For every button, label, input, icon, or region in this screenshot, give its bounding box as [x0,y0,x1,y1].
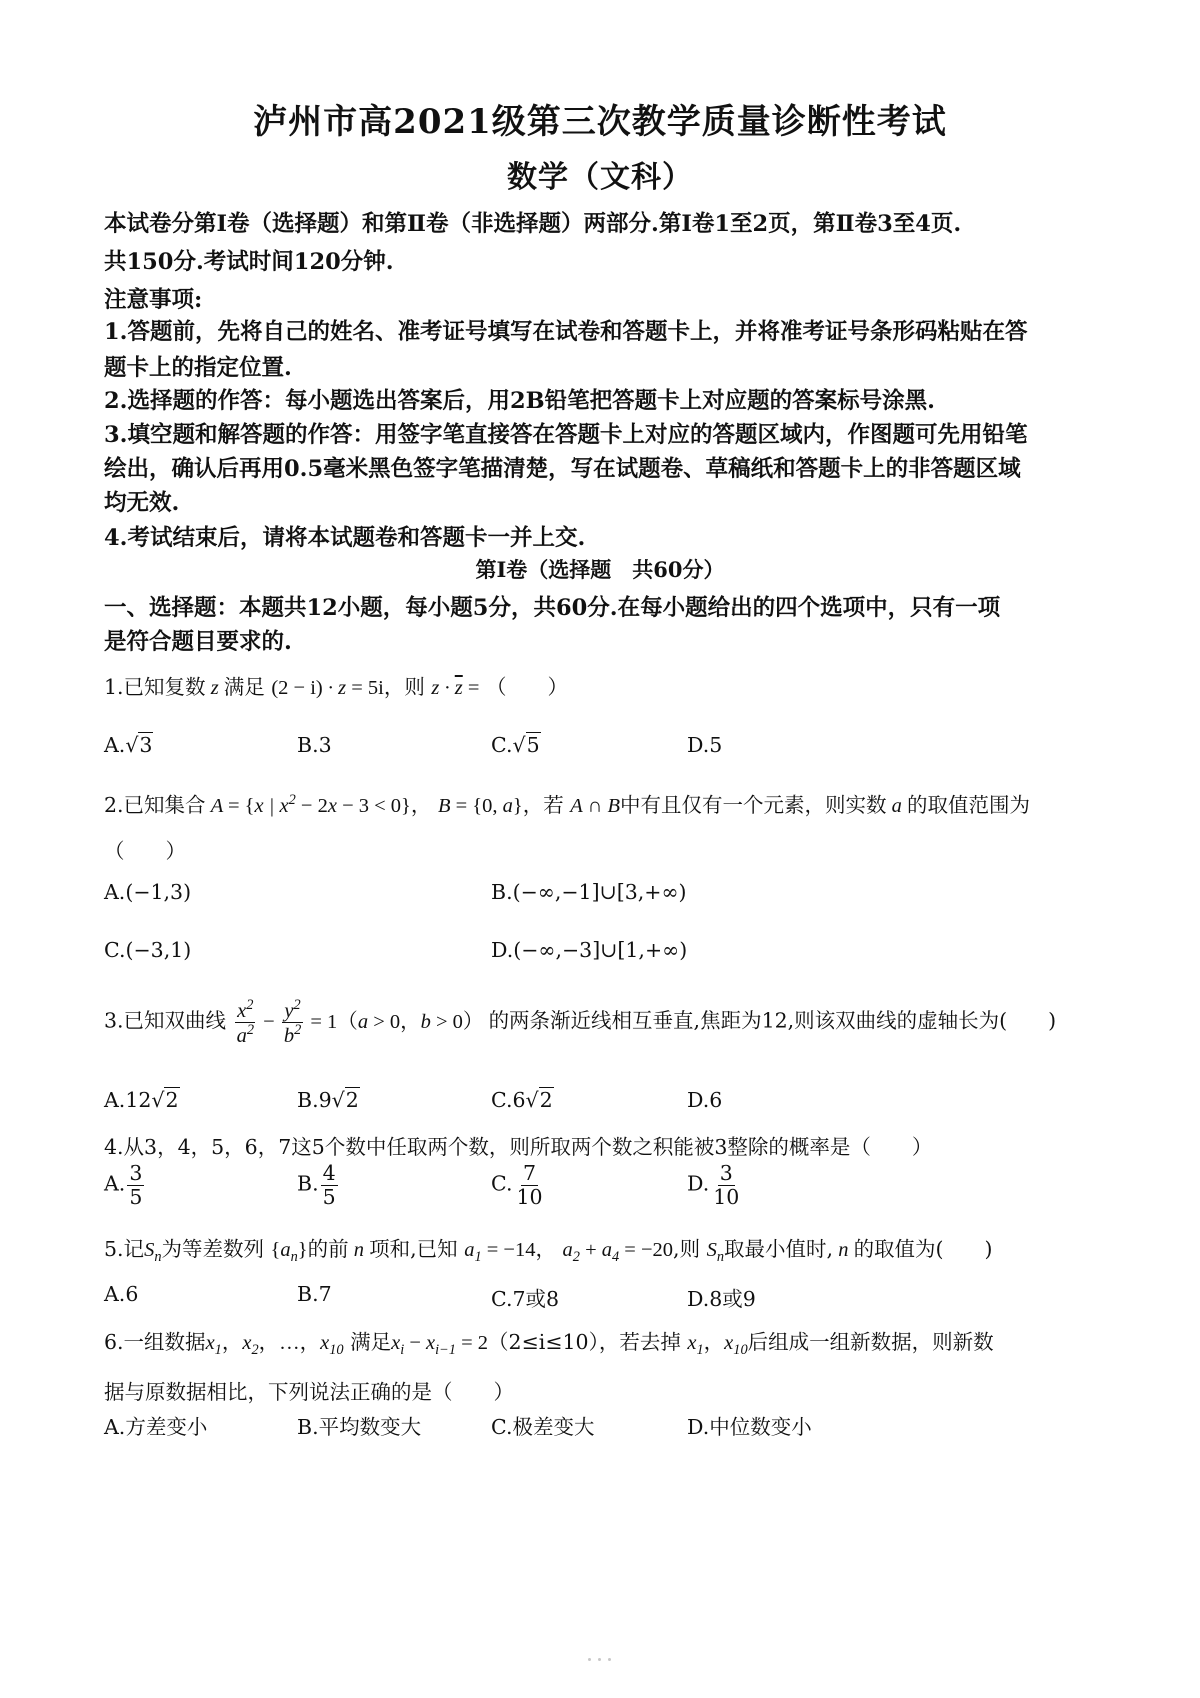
question-6-option-c[interactable]: C.极差变大 [491,1415,595,1439]
question-6-stem-line-2: 据与原数据相比，下列说法正确的是（ ） [104,1380,514,1404]
question-4-stem: 4.从3，4，5，6，7这5个数中任取两个数，则所取两个数之积能被3整除的概率是（ ） [104,1135,933,1159]
section-title: 第Ⅰ卷（选择题 共60分） [475,557,725,582]
question-3-option-a[interactable]: A.12√2 [104,1088,179,1112]
question-5-stem: 5.记$S_n$为等差数列 $\{a_n\}$的前 n 项和,已知 $a_1 = -14$， $a_2 + a_4 = -20$,则 $S_n$取最小值时, n 的取值为( ) [104,1237,993,1266]
question-5-option-c[interactable]: C.7或8 [491,1287,560,1311]
question-3-stem: 3.已知双曲线 $\frac{x^2}{a^2}$ − $\frac{y^2}{b^2}$ = 1（a > 0，b > 0） 的两条渐近线相互垂直,焦距为12,则该双曲线的虚轴长为( ) [104,997,1057,1048]
part-1-instruction-line-2: 是符合题目要求的. [104,629,292,655]
question-6-option-a[interactable]: A.方差变小 [104,1415,208,1439]
question-3-option-d[interactable]: D.6 [687,1088,723,1112]
exam-subtitle: 数学（文科） [507,160,693,195]
question-5-option-a[interactable]: A.6 [104,1282,139,1306]
question-4-option-b[interactable]: B. $\frac{4}{5}$ [297,1161,336,1209]
question-4-option-c[interactable]: C. $\frac{7}{10}$ [491,1161,543,1209]
question-5-option-b[interactable]: B.7 [297,1282,332,1306]
question-3-option-c[interactable]: C.6√2 [491,1088,553,1112]
question-1-option-a[interactable]: A.√3 [104,733,153,757]
note-3-line-3: 均无效. [104,490,180,516]
intro-line-2: 共150分.考试时间120分钟. [104,249,394,275]
question-5-option-d[interactable]: D.8或9 [687,1287,756,1311]
question-1-option-b[interactable]: B.3 [297,733,332,757]
page-footer-mark [608,1658,611,1661]
question-1-option-c[interactable]: C.√5 [491,733,540,757]
note-2: 2.选择题的作答：每小题选出答案后，用2B铅笔把答题卡上对应题的答案标号涂黑. [104,388,935,414]
question-3-option-b[interactable]: B.9√2 [297,1088,359,1112]
page-footer-mark [598,1658,601,1661]
exam-title: 泸州市高2021级第三次教学质量诊断性考试 [253,102,947,142]
note-1-line-2: 题卡上的指定位置. [104,355,292,381]
note-3-line-2: 绘出，确认后再用0.5毫米黑色签字笔描清楚，写在试题卷、草稿纸和答题卡上的非答题区域 [104,456,1021,482]
question-6-option-d[interactable]: D.中位数变小 [687,1415,812,1439]
question-6-stem-line-1: 6.一组数据$x_1$，$x_2$，…，$x_{10}$ 满足$x_i - x_{i-1} = 2(2\le i\le 10)$，若去掉 $x_1$，$x_{10}$后组成一组新数据，则新数 [104,1330,994,1359]
page-footer-mark [588,1658,591,1661]
question-2-option-d[interactable]: D.(−∞,−3]∪[1,+∞) [491,938,688,962]
notes-heading: 注意事项: [104,287,203,313]
question-2-option-c[interactable]: C.(−3,1) [104,938,192,962]
question-2-option-a[interactable]: A.(−1,3) [104,880,192,904]
question-1-stem: 1.已知复数 z 满足 (2 − i) · z = 5i，则 $z \cdot \overline{z}$ = （ ） [104,675,568,699]
part-1-instruction-line-1: 一、选择题：本题共12小题，每小题5分，共60分.在每小题给出的四个选项中，只有一项 [104,595,1001,621]
question-6-option-b[interactable]: B.平均数变大 [297,1415,422,1439]
question-4-option-d[interactable]: D. $\frac{3}{10}$ [687,1161,740,1209]
note-3-line-1: 3.填空题和解答题的作答：用签字笔直接答在答题卡上对应的答题区域内，作图题可先用铅笔 [104,422,1028,448]
question-2-option-b[interactable]: B.(−∞,−1]∪[3,+∞) [491,880,687,904]
question-4-option-a[interactable]: A. $\frac{3}{5}$ [104,1161,143,1209]
note-4: 4.考试结束后，请将本试题卷和答题卡一并上交. [104,525,586,551]
question-2-stem: 2.已知集合 A = {x | $x^2 - 2x - 3 < 0$}， B = {0, a}，若 A ∩ B中有且仅有一个元素，则实数 a 的取值范围为 [104,792,1030,817]
note-1-line-1: 1.答题前，先将自己的姓名、准考证号填写在试卷和答题卡上，并将准考证号条形码粘贴在答 [104,319,1028,345]
question-1-option-d[interactable]: D.5 [687,733,723,757]
question-2-paren: （ ） [104,839,186,863]
intro-line-1: 本试卷分第Ⅰ卷（选择题）和第Ⅱ卷（非选择题）两部分.第Ⅰ卷1至2页，第Ⅱ卷3至4页. [104,211,962,237]
